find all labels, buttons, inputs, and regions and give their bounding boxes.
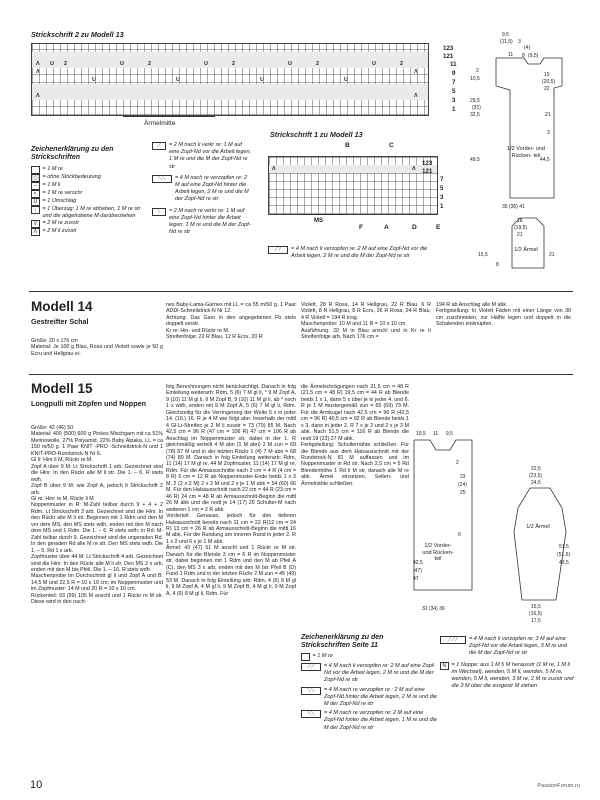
dim: (47) [413, 568, 422, 574]
dim: (4) [524, 45, 531, 51]
cable-right-icon: ⟍⟍ [301, 710, 321, 718]
sleeve-label: 1/2 Ärmel [526, 524, 550, 530]
legend-item: ⟋⟋ = 4 M nach li verzopfen re: 2 M auf eine Zopf-Nd vor die Arbeit legen, 2 M re und die M der Zopf-Nd re str [268, 246, 428, 260]
divider [29, 291, 573, 292]
legend-symbol: < [31, 190, 40, 198]
row-number: 5 [452, 88, 456, 95]
row-number: 123 [422, 160, 433, 167]
dim: 47 [413, 576, 419, 582]
legend-symbol: Λ [31, 228, 40, 236]
legend-item: U = 1 Umschlag [31, 198, 151, 206]
dim: 21 [545, 112, 551, 118]
row-number: 11 [450, 61, 457, 68]
chart-symbol: Λ [36, 61, 40, 67]
legend-symbol [31, 174, 40, 182]
dim: 15,5 [531, 604, 541, 610]
legend-item: V = 2 M re zusstr [31, 220, 151, 228]
cable-left-icon: ⟋⟋ [301, 663, 321, 671]
row-number: 3 [440, 194, 444, 201]
dim: (31) [472, 105, 481, 111]
dim: (11,5) [500, 39, 513, 45]
legend-item: < = 1 M re verschr [31, 190, 151, 198]
row-number: 1 [440, 203, 444, 210]
modell14-col3: Violett, 28 R Rosa, 14 R Hellgrau, 22 R Blau, 6 R Violett, 8 R Hellgrau, 8 R Ecru, 26 R Rosa, 24 R Blau, 4 R Violett = 194 R insg. Maschenprobe: 10 M und 11 R = 10 x 10 cm. Ausführung: 20 M in Blau anschl und in Kr re It Streifenfolge arb. Nach 176 cm = [301, 302, 431, 341]
legend-item: ⟍⟍ = 4 M nach re verzopfen re: 2 M auf eine Zopf-Nd hinter die Arbeit legen, 2 M re und die M der Zopf-Nd re str [152, 175, 252, 204]
dim: 32,5 [470, 112, 480, 118]
dim: 42,5 [413, 560, 423, 566]
modell14-heading: Modell 14 [31, 299, 93, 314]
dim: 21 [517, 232, 523, 238]
dim: 18 [517, 218, 523, 224]
dim: 9,5 [502, 32, 509, 38]
dim: 6 [458, 532, 461, 538]
cable-left-icon: ⟋⟋⟋ [440, 636, 466, 644]
row-number: 9 [452, 70, 456, 77]
dim: 49,5 [470, 157, 480, 163]
row-number: 5 [440, 185, 444, 192]
modell14-col2: nes Baby-Lama-Garnes mit LL = ca 55 m/50 g. 1 Paar ADDI-Schnellstrick-N Nr 12. Achtung: Das Garn in den angegebenen Fb stets doppelt verstr. Kr re: Hin- und Rückr re M. Streifenfolge: 22 R Blau, 12 R Ecru, 20 R [166, 302, 296, 341]
divider [29, 374, 573, 375]
dim: 19,5 [416, 431, 426, 437]
legend-symbol [31, 166, 40, 174]
page-number: 10 [30, 779, 43, 791]
legend-item: Λ = 2 M li zusstr [31, 228, 151, 236]
dim: 3 [547, 130, 550, 136]
dim: (19,5) [514, 225, 528, 231]
dim: (51,5) [557, 552, 571, 558]
dim: 2 [476, 68, 479, 74]
legend-item: – = 1 M li [31, 182, 151, 190]
chart1-label: E [436, 224, 441, 231]
modell14-col1: Größe: 20 x 176 cm Material: Je 100 g Blau, Rosa und Violett sowie je 50 g Ecru und Hellgrau ei- [31, 338, 163, 357]
dim: (16,5) [529, 611, 543, 617]
row-number: 1 [452, 106, 456, 113]
dim: 10,5 [470, 76, 480, 82]
dim: 17,5 [531, 618, 541, 624]
legend-item: ↓ = 1 Überzug: 1 M re abheben, 1 M re str und die abgehobene M darüberziehen [31, 206, 151, 220]
legend-item: = 1 M re [31, 166, 151, 174]
schematic-body-svg [410, 430, 486, 605]
cable-left-icon: ⟋⟋ [268, 246, 288, 254]
dim: 49,5 [559, 560, 569, 566]
modell15-col1: Größe: 42 (46) 50 Material: 400 (500) 600 g Pinkes Mischgarn mit ca 51% Merinowolle, 27% Polyamid, 22% Baby Alpaka, LL = ca 150 m/50 g. 1 Paar KNIT -PRO -Schnellstrick-N und 1 KNIT-PRO-Rundstrick-N Nr 6. Gl li: Hinr li M, Rückr re M. Zopf A über 9 M: Lt Strickschrift 1 arb. Gezeichnet sind die Hinr. In den Rückr alle M li str. Die 1. – 6. R stets wdh. Zopf B über 9 M: wie Zopf A, jedoch lt Strickschrift 2 arb. Gl re: Hinr re M, Rückr li M. Noppenmuster in R: M-Zahl teilbar durch 9 + 4 + 2 Rdm. Lt Strickschrift 3 arb. Gezeichnet sind die Hinr. In den Rückr alle M li str. Beginnen mit 1 Rdm und den M vor dem MS, den MS stets wdh, enden mit den M nach dem MS und 1 Rdm. Die 1. – 6. R stets wdh; in Rd: M-Zahl teilbar durch 9. Gezeichnet sind die ungeraden Rd. In den geraden Rd alle M re str. Den MS stets wdh. Die 1. – 5. Rd 1 x arb. Zopfmuster über 44 M: Lt Strickschrift 4 arb. Gezeichnet sind die Hinr. In den Rückr alle M li str. Den MS 2 x arb, enden mit den M bis Pfeil. Die 1. – 16. R stets wdh. Maschenprobe im Durchschnitt gl li und Zopf A und B: 14,5 M und 22,5 R = 10 x 10 cm; im Noppenmuster und im Zopfmuster: 14 M und 20 R = 10 x 10 cm. Rückenteil: 93 (99) 105 M anschl und 1 Rückr re M str. Diese wird in den nach- [31, 425, 163, 606]
ms-line [300, 214, 350, 215]
modell15-col2: folg Berechnungen nicht berücksichtigt. Danach in folg Einteilung weiterarb: Rdm, 5 (6) 7 M gl li, * 9 M Zopf A, 9 (10) 11 M gl li, 9 M Zopf B, 9 (10) 11 M gl li, ab * noch 1 x wdh, enden mit 9 M Zopf A, 5 (6) 7 M gl li, Rdm. Gleichzeitig für die Verringerung der Weite 5 x in jeder 14. (16.) 16. R je 4 M wie folgt abn: Innerhalb der mittl 4 Gl-Li-Streifen je 2 M li zusstr = 73 (79) 85 M. Nach 42,5 cm = 96 R (47 cm = 106 R) 47 cm = 106 R ab Anschlag im Noppenmuster str, dabei in der 1. R gleichmäßig verteilt 4 M abn (1 M abn) 2 M zun = 69 (78) 87 M und in der letzten Rückr 1 (4) 7 M abn = 68 (74) 80 M. Danach in folg Einteilung weiterarb: Rdm, 11 (14) 17 M gl re, 44 M Zopfmuster, 11 (14) 17 M gl re, Rdm. Für die Armausschnitte nach 2 cm = 4 R (4 cm = 8 R) 6 cm = 12 R ab Noppenmuster-Ende beids 1 x 3 M, 2 (2 x 2 M) 2 x 2 M und 2 x je 1 M abk = 54 (60) 66 M. Für den Halsausschnitt nach 22 cm = 44 R (23 cm = 46 R) 24 cm = 48 R ab Armausschnitt-Beginn die mittl 26 M abk und die restl je 14 (17) 20 Schulter-M nach weiteren 1 cm = 2 R abk. Vorderteil: Genauso, jedoch für den tieferen Halsausschnitt bereits nach 11 cm = 22 R(12 cm = 24 R) 13 cm = 26 R ab Armausschnitt-Beginn die mittl 16 M abk. Für die Rundung am inneren Rand in jeder 2. R 1 x 2 und 6 x je 1 M abk. Ärmel: 43 (47) 51 M anschl und 1 Rückr re M str. Danach für die Blende 3 cm = 6 R im Noppenmuster str, dabei beginnen mit 1 Rdm und den M ab Pfeil A (C), den MS 3 x arb, enden mit den M bis Pfeil B (D) Fund 1 Rdm und in der letzten Rückr 2 M zun = 45 (49) 53 M. Danach in folg Einteilung arb: Rdm, 4 (6) 8 M gl li, 9 M Zopf A, 4 M gl li, 9 M Zopf B, 4 M gl li, 9 M Zopf A, 4 (6) 8 M gl li, Rdm. Für [166, 384, 296, 597]
legend-col4 [440, 636, 575, 690]
dim: 35 (36) 41 [502, 204, 525, 210]
body-label: 1/2 Vorder- und Rücken- teil [422, 543, 454, 563]
modell14-col4: 194 R ab Anschlag alle M abk. Fertigstellung: In Violett Fäden mit einer Länge von 30 cm zuschneiden, zur Hälfte legen und doppelt in die Schalenden einknüpfen. [436, 302, 571, 328]
cross-right-icon: ⟍ [152, 208, 166, 216]
legend-item: ⟍⟍ = 4 M nach re verzopfen re : 2 M auf eine Zopf-Nd hinter die Arbeit legen, 2 M re und die M der Zopf-Nd re str [301, 687, 437, 709]
row-number: 123 [443, 45, 454, 52]
dim: 8 [496, 262, 499, 268]
chart2-grid: Λ Λ Λ U 2 U U 2 U U 2 U U 2 U U 2 Λ Λ [31, 43, 429, 116]
dim: 22,5 [531, 466, 541, 472]
dim: 11 [433, 431, 439, 437]
dim: 29,5 [470, 98, 480, 104]
cable-right-icon: ⟍⟍ [152, 175, 172, 183]
legend-col2 [152, 142, 252, 236]
dim: 15,5 [478, 252, 488, 258]
dim: 32 (34) 36 [422, 606, 445, 612]
row-number: 121 [443, 53, 454, 60]
dim: 11 [508, 52, 514, 58]
ms-label: MS [314, 218, 323, 224]
row-number: 7 [452, 79, 456, 86]
row-number: 7 [440, 176, 444, 183]
legend-symbol: V [31, 220, 40, 228]
row-number: 121 [422, 168, 433, 175]
modell15-heading: Modell 15 [31, 381, 93, 396]
legend-item: ⟋ = 2 M nach li verkr re: 1 M auf eine Zopf-Nd vor die Arbeit legen, 1 M re und die M der Zopf-Nd re str [152, 142, 252, 171]
dim: 21 [549, 252, 555, 258]
legend-title: Zeichenerklärung zu den Strickschriften Seite 11 [301, 634, 384, 650]
legend-item: ⟋⟋ = 4 M nach li verzopfen re: 2 M auf eine Zopf-Nd vor die Arbeit legen, 2 M re und die M der Zopf-Nd re str [301, 663, 437, 685]
body-label: 1/2 Vorder- und Rücken- teil [507, 146, 545, 159]
dim: 9,5 [446, 431, 453, 437]
chart1-label: A [384, 224, 389, 231]
legend-col3 [301, 653, 437, 732]
dim: 22 [544, 86, 550, 92]
modell15-col3: die Ärmelschrägungen nach 21,5 cm = 48 R (21,5 cm = 48 R) 19,5 cm = 44 R ab Blende beids 1 x 1, dann 5 x über je in jeder 4. und 6. R je 1 M mustergemäß zun = 65 (69) 73 M. Für die Armkugel nach 42,5 cm = 96 R (42,5 cm = 96 R) 40,5 cm = 92 R ab Blende beids 1 x 3, dann in jeder 2. R 7 x je 2 und 2 x je 3 M abk. Nach 51,5 cm = 116 R ab Blende die restl 19 (23) 27 M abk. Fertigstellung: Schulternähte schließen. Für die Blende aus dem Halsausschnitt mit der Rundstrick-N 81 M auffassen und im Noppenmuster in Rd str. Nach 2,5 cm = 5 Rd Blendenhöhe 1 Rd li M str, danach alle M re abk. Ärmel einsetzen, Seiten- und Ärmelnähte schließen. [301, 384, 409, 487]
legend-title: Zeichenerklärung zu den Strickschriften [31, 146, 114, 162]
dim: 3 [518, 39, 521, 45]
dim: (20,5) [542, 79, 556, 85]
legend-symbol: U [31, 198, 40, 206]
modell14-subheading: Gestreifter Schal [31, 317, 89, 326]
sleeve-label: 1/2 Ärmel [514, 247, 538, 253]
modell15-subheading: Longpulli mit Zöpfen und Noppen [31, 399, 146, 408]
chart1-grid: Λ Λ [268, 156, 438, 215]
cross-left-icon: ⟋ [152, 142, 166, 150]
dim: (24) [458, 482, 467, 488]
knit-stitch-icon [301, 653, 310, 661]
legend-col1 [31, 166, 151, 236]
dim: 44,5 [540, 157, 550, 163]
dim: 23 [460, 474, 466, 480]
body-outline [414, 440, 472, 590]
legend-item: N = 1 Noppe: aus 1 M 5 M herausstr (1 M re, 1 M li im Wechsel), wenden, 5 M li, wenden, 5 M re, wenden, 5 M li, wenden, 3 M re, 2 M re zusstr und die 3 M über die zusgestr M ziehen [440, 662, 575, 691]
legend-item: = 1 M re [301, 653, 437, 661]
chart1-label: C [389, 142, 394, 149]
dim: 24,5 [531, 480, 541, 486]
dim: 19 [544, 72, 550, 78]
dim: (9,5) [528, 53, 539, 59]
armmitte-line [123, 116, 215, 117]
bobble-icon: N [440, 662, 449, 670]
dim: 51,5 [559, 544, 569, 550]
armmitte-label: Ärmelmitte [144, 120, 176, 127]
chart2-title: Strickschrift 2 zu Modell 13 [31, 30, 124, 39]
chart1-title: Strickschrift 1 zu Modell 13 [270, 130, 363, 139]
legend-item: = ohne Strickbedeutung [31, 174, 151, 182]
site-watermark: PassionForum.ru [537, 783, 580, 789]
dim: (23,5) [529, 473, 543, 479]
legend-item: ⟍ = 2 M nach re verkr re: 1 M auf eine Zopf-Nd hinter die Arbeit legen, 1 M re und die M der Zopf-Nd re str [152, 208, 252, 237]
legend-symbol: ↓ [31, 206, 40, 214]
dim: 8 [522, 53, 525, 59]
chart1-label: D [412, 224, 417, 231]
chart1-label: B [345, 142, 350, 149]
legend-symbol: – [31, 182, 40, 190]
dim: 25 [460, 490, 466, 496]
dim: 2 [456, 460, 459, 466]
cable-right-icon: ⟍⟍ [301, 687, 321, 695]
chart1-label: F [359, 224, 364, 231]
row-number: 3 [452, 97, 456, 104]
legend-item: ⟋⟋⟋ = 4 M nach li verzopfen re: 3 M auf eine Zopf-Nd vor die Arbeit legen, 3 M re und die M der Zopf-Nd re str [440, 636, 575, 658]
legend-item: ⟍⟍ = 4 M nach re verzopfen re: 2 M auf eine Zopf-Nd hinter die Arbeit legen, 1 M re und die M der Zopf-Nd re str [301, 710, 437, 732]
